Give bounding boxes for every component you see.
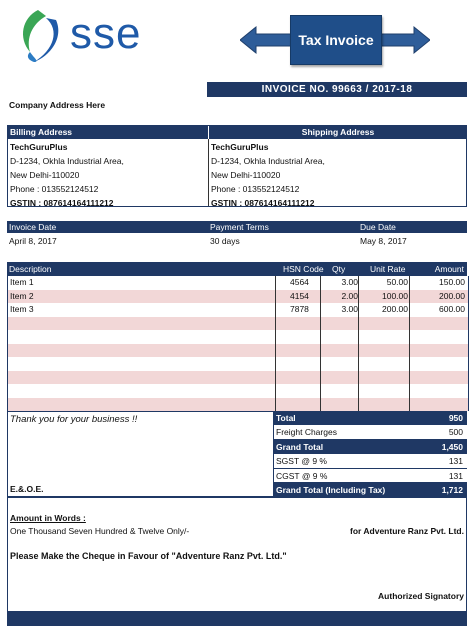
item-hsn: 7878 bbox=[290, 304, 309, 314]
table-row bbox=[8, 317, 468, 331]
items-grid bbox=[7, 276, 469, 411]
amount-words: One Thousand Seven Hundred & Twelve Only/- bbox=[10, 526, 190, 536]
item-qty: 3.00 bbox=[341, 277, 358, 287]
grand-total-label: Grand Total bbox=[276, 441, 324, 452]
billing-block bbox=[10, 140, 124, 210]
freight-row bbox=[274, 425, 467, 439]
cgst-row bbox=[274, 469, 467, 483]
shipping-line2: New Delhi-110020 bbox=[211, 170, 281, 180]
final-total-label: Grand Total (Including Tax) bbox=[276, 484, 386, 495]
sgst-row bbox=[274, 454, 467, 468]
table-row bbox=[8, 276, 468, 290]
shipping-phone: Phone : 013552124512 bbox=[211, 184, 300, 194]
sgst-label: SGST @ 9 % bbox=[276, 456, 327, 467]
due-date-label: Due Date bbox=[360, 222, 396, 232]
items-header bbox=[7, 262, 467, 276]
terms-header bbox=[7, 221, 467, 233]
grand-total-value: 1,450 bbox=[441, 441, 463, 452]
freight-value: 500 bbox=[448, 427, 463, 438]
footer-bar bbox=[7, 612, 467, 626]
shipping-block bbox=[211, 140, 325, 210]
thank-you-note: Thank you for your business !! bbox=[10, 414, 138, 425]
table-row bbox=[8, 344, 468, 358]
payment-terms: 30 days bbox=[210, 236, 240, 246]
tax-invoice-title: Tax Invoice bbox=[290, 15, 382, 65]
billing-phone: Phone : 013552124512 bbox=[10, 184, 99, 194]
company-address: Company Address Here bbox=[9, 100, 106, 110]
col-divider bbox=[320, 276, 321, 411]
shipping-name: TechGuruPlus bbox=[211, 142, 269, 152]
freight-label: Freight Charges bbox=[276, 427, 337, 438]
col-rate: Unit Rate bbox=[370, 264, 406, 274]
grand-total-row bbox=[274, 440, 467, 454]
address-divider bbox=[208, 139, 209, 206]
item-hsn: 4564 bbox=[290, 277, 309, 287]
billing-name: TechGuruPlus bbox=[10, 142, 68, 152]
totals-block bbox=[274, 411, 467, 497]
col-divider bbox=[409, 276, 410, 411]
table-row bbox=[8, 384, 468, 398]
item-amount: 600.00 bbox=[439, 304, 465, 314]
col-amount: Amount bbox=[434, 264, 464, 274]
cgst-value: 131 bbox=[448, 470, 463, 481]
billing-line2: New Delhi-110020 bbox=[10, 170, 80, 180]
col-divider bbox=[358, 276, 359, 411]
item-description: Item 2 bbox=[10, 290, 34, 301]
table-row bbox=[8, 357, 468, 371]
item-qty: 2.00 bbox=[341, 290, 358, 301]
item-description: Item 3 bbox=[10, 304, 34, 314]
shipping-gstin: GSTIN : 087614164111212 bbox=[211, 198, 315, 208]
items-table bbox=[7, 262, 467, 276]
col-divider bbox=[275, 276, 276, 411]
table-row bbox=[8, 303, 468, 317]
shipping-line1: D-1234, Okhla Industrial Area, bbox=[211, 156, 325, 166]
table-row bbox=[8, 371, 468, 385]
authorized-signatory: Authorized Signatory bbox=[378, 591, 464, 601]
billing-gstin: GSTIN : 087614164111212 bbox=[10, 198, 114, 208]
total-value: 950 bbox=[448, 413, 463, 423]
table-row bbox=[8, 398, 468, 412]
col-description: Description bbox=[9, 264, 52, 274]
table-row bbox=[8, 330, 468, 344]
billing-line1: D-1234, Okhla Industrial Area, bbox=[10, 156, 124, 166]
invoice-number: INVOICE NO. 99663 / 2017-18 bbox=[207, 82, 467, 97]
address-table bbox=[7, 125, 467, 207]
amount-words-label: Amount in Words : bbox=[10, 513, 86, 523]
cheque-note: Please Make the Cheque in Favour of "Adventure Ranz Pvt. Ltd." bbox=[10, 551, 287, 561]
payment-terms-label: Payment Terms bbox=[210, 222, 269, 232]
final-total-row bbox=[274, 483, 467, 497]
for-company: for Adventure Ranz Pvt. Ltd. bbox=[350, 526, 464, 536]
item-rate: 200.00 bbox=[382, 304, 408, 314]
item-description: Item 1 bbox=[10, 277, 34, 287]
col-hsn: HSN Code bbox=[283, 264, 324, 274]
final-total-value: 1,712 bbox=[441, 484, 463, 495]
item-amount: 150.00 bbox=[439, 277, 465, 287]
item-qty: 3.00 bbox=[341, 304, 358, 314]
item-rate: 100.00 bbox=[382, 290, 408, 301]
table-row bbox=[8, 290, 468, 304]
cgst-label: CGST @ 9 % bbox=[276, 470, 328, 481]
eoe-note: E.&.O.E. bbox=[10, 484, 44, 494]
billing-heading: Billing Address bbox=[8, 126, 210, 139]
invoice-date-label: Invoice Date bbox=[9, 222, 57, 232]
company-logo-text: sse bbox=[70, 9, 142, 58]
total-label: Total bbox=[276, 413, 296, 423]
shipping-heading: Shipping Address bbox=[208, 126, 467, 139]
total-row bbox=[274, 411, 467, 425]
due-date: May 8, 2017 bbox=[360, 236, 407, 246]
terms-row bbox=[7, 234, 467, 248]
sgst-value: 131 bbox=[448, 456, 463, 467]
item-amount: 200.00 bbox=[439, 290, 465, 301]
col-qty: Qty bbox=[332, 264, 346, 274]
item-hsn: 4154 bbox=[290, 290, 309, 301]
invoice-date: April 8, 2017 bbox=[9, 236, 57, 246]
item-rate: 50.00 bbox=[386, 277, 408, 287]
